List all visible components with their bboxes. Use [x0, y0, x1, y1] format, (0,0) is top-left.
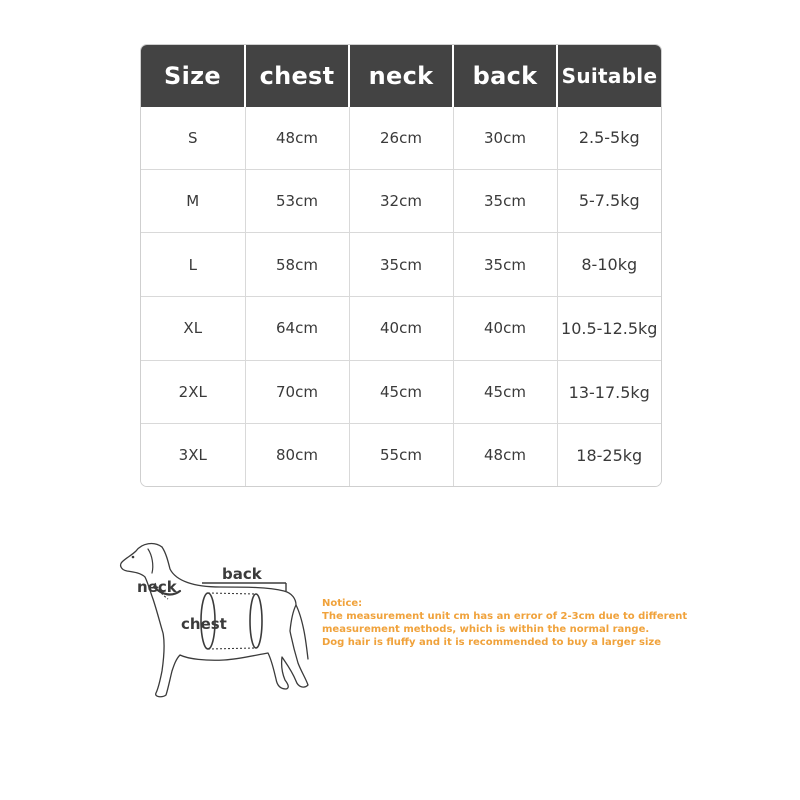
size-table [140, 44, 662, 487]
cell-chest: 70cm [245, 360, 349, 424]
cell-back: 30cm [453, 107, 557, 169]
cell-neck: 55cm [349, 424, 453, 486]
header-size: Size [141, 45, 245, 107]
cell-size: 2XL [141, 360, 245, 424]
cell-chest: 58cm [245, 233, 349, 297]
cell-neck: 40cm [349, 296, 453, 360]
table-row [141, 424, 661, 486]
notice-line: The measurement unit cm has an error of 2-3cm due to different [322, 611, 688, 622]
cell-chest: 80cm [245, 424, 349, 486]
cell-back: 40cm [453, 296, 557, 360]
cell-back: 48cm [453, 424, 557, 486]
dog-measurement-diagram [110, 525, 330, 710]
back-label: back [222, 565, 262, 583]
cell-suitable: 13-17.5kg [557, 360, 661, 424]
chest-label: chest [181, 615, 227, 633]
table-row [141, 169, 661, 233]
cell-neck: 32cm [349, 169, 453, 233]
cell-back: 35cm [453, 233, 557, 297]
notice-line: measurement methods, which is within the normal range. [322, 624, 650, 635]
cell-neck: 26cm [349, 107, 453, 169]
cell-size: M [141, 169, 245, 233]
header-suitable: Suitable [557, 45, 661, 107]
table-header-row [141, 45, 661, 107]
notice-title: Notice: [322, 598, 363, 609]
cell-suitable: 10.5-12.5kg [557, 296, 661, 360]
cell-size: L [141, 233, 245, 297]
header-back: back [453, 45, 557, 107]
cell-neck: 35cm [349, 233, 453, 297]
cell-chest: 64cm [245, 296, 349, 360]
cell-back: 45cm [453, 360, 557, 424]
header-chest: chest [245, 45, 349, 107]
notice-block [322, 597, 742, 649]
cell-suitable: 18-25kg [557, 424, 661, 486]
cell-size: 3XL [141, 424, 245, 486]
cell-neck: 45cm [349, 360, 453, 424]
table-row [141, 360, 661, 424]
table-row [141, 107, 661, 169]
cell-size: S [141, 107, 245, 169]
cell-suitable: 2.5-5kg [557, 107, 661, 169]
cell-suitable: 8-10kg [557, 233, 661, 297]
cell-suitable: 5-7.5kg [557, 169, 661, 233]
neck-label: neck [137, 578, 177, 596]
table-row [141, 296, 661, 360]
header-neck: neck [349, 45, 453, 107]
cell-chest: 48cm [245, 107, 349, 169]
cell-back: 35cm [453, 169, 557, 233]
table-row [141, 233, 661, 297]
cell-chest: 53cm [245, 169, 349, 233]
cell-size: XL [141, 296, 245, 360]
notice-line: Dog hair is fluffy and it is recommended to buy a larger size [322, 637, 661, 648]
